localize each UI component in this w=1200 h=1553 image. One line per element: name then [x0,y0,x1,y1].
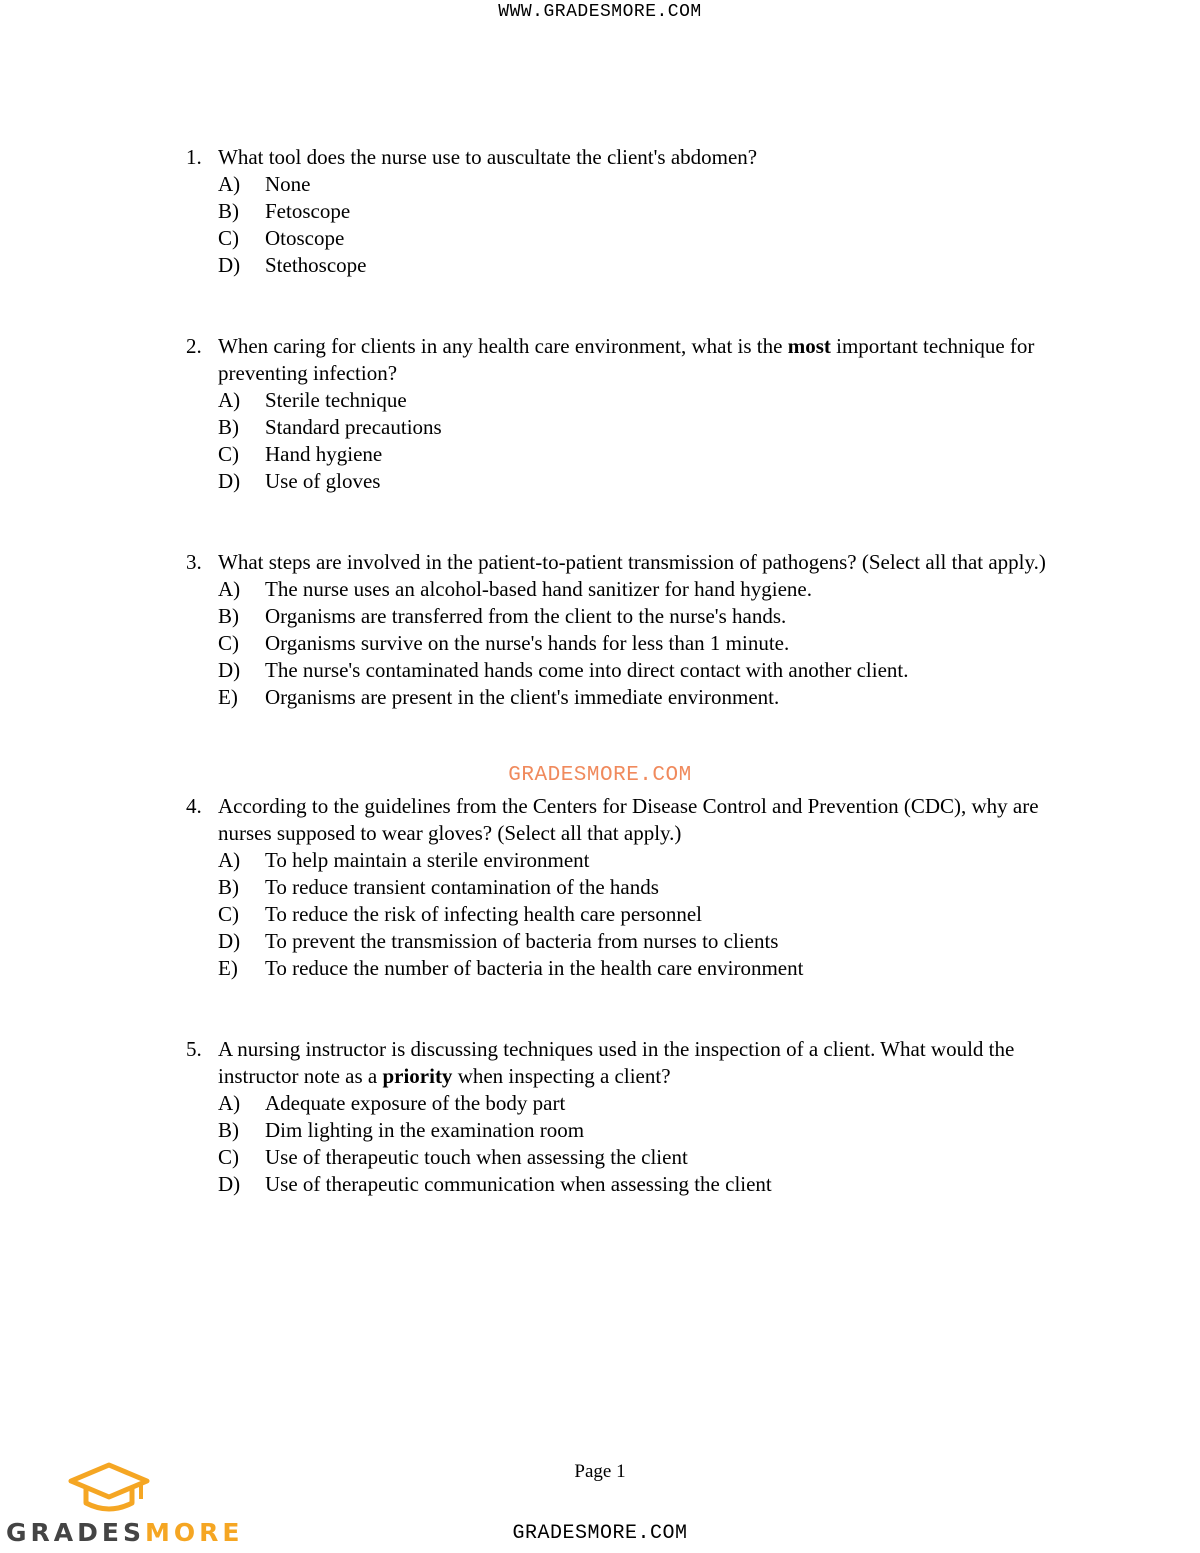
question-1 [186,144,1066,279]
question-5 [186,1036,1066,1198]
choice-c: C) To reduce the risk of infecting health care personnel [218,902,703,926]
question-text: A nursing instructor is discussing techniques used in the inspection of a client. What would the instructor note as a priority when inspecting a client? [218,1037,1015,1088]
choice-b: B) Fetoscope [218,199,351,223]
top-watermark: WWW.GRADESMORE.COM [498,2,702,22]
choice-c: C) Otoscope [218,226,345,250]
question-number: 1. [186,145,202,169]
choice-a: A) None [218,172,311,196]
question-2 [186,333,1066,495]
question-number: 5. [186,1037,202,1061]
choice-list [186,387,1066,495]
choice-b: B) Standard precautions [218,415,442,439]
choice-list [186,1090,1066,1198]
choice-e: E) To reduce the number of bacteria in the health care environment [218,956,804,980]
choice-d: D) To prevent the transmission of bacteria from nurses to clients [218,929,779,953]
question-3 [186,549,1066,711]
emphasis-most: most [787,334,831,358]
question-text: What tool does the nurse use to auscultate the client's abdomen? [218,145,758,169]
choice-d: D) Use of gloves [218,469,381,493]
choice-d: D) Use of therapeutic communication when assessing the client [218,1172,772,1196]
graduation-cap-icon [68,1462,150,1514]
choice-b: B) To reduce transient contamination of the hands [218,875,659,899]
choice-list [186,171,1066,279]
question-number: 2. [186,334,202,358]
logo-wordmark: GRADESMORE [6,1518,244,1547]
question-text: According to the guidelines from the Centers for Disease Control and Prevention (CDC), why are nurses supposed to wear gloves? (Select all that apply.) [218,794,1039,845]
question-text: When caring for clients in any health care environment, what is the most important technique for preventing infection? [218,334,1035,385]
choice-list [186,576,1066,711]
emphasis-priority: priority [382,1064,453,1088]
choice-e: E) Organisms are present in the client's immediate environment. [218,685,780,709]
question-text: What steps are involved in the patient-to-patient transmission of pathogens? (Select all that apply.) [218,550,1046,574]
choice-b: B) Organisms are transferred from the client to the nurse's hands. [218,604,787,628]
choice-a: A) Sterile technique [218,388,407,412]
choice-b: B) Dim lighting in the examination room [218,1118,585,1142]
choice-d: D) The nurse's contaminated hands come into direct contact with another client. [218,658,909,682]
choice-a: A) To help maintain a sterile environment [218,848,590,872]
choice-c: C) Hand hygiene [218,442,383,466]
question-4 [186,793,1066,982]
mid-watermark: GRADESMORE.COM [508,764,692,787]
choice-list [186,847,1066,982]
question-number: 4. [186,794,202,818]
choice-c: C) Organisms survive on the nurse's hands for less than 1 minute. [218,631,790,655]
choice-c: C) Use of therapeutic touch when assessing the client [218,1145,688,1169]
choice-a: A) The nurse uses an alcohol-based hand sanitizer for hand hygiene. [218,577,812,601]
question-number: 3. [186,550,202,574]
choice-d: D) Stethoscope [218,253,367,277]
choice-a: A) Adequate exposure of the body part [218,1091,566,1115]
bottom-watermark: GRADESMORE.COM [512,1522,688,1545]
page-number: Page 1 [574,1461,626,1482]
